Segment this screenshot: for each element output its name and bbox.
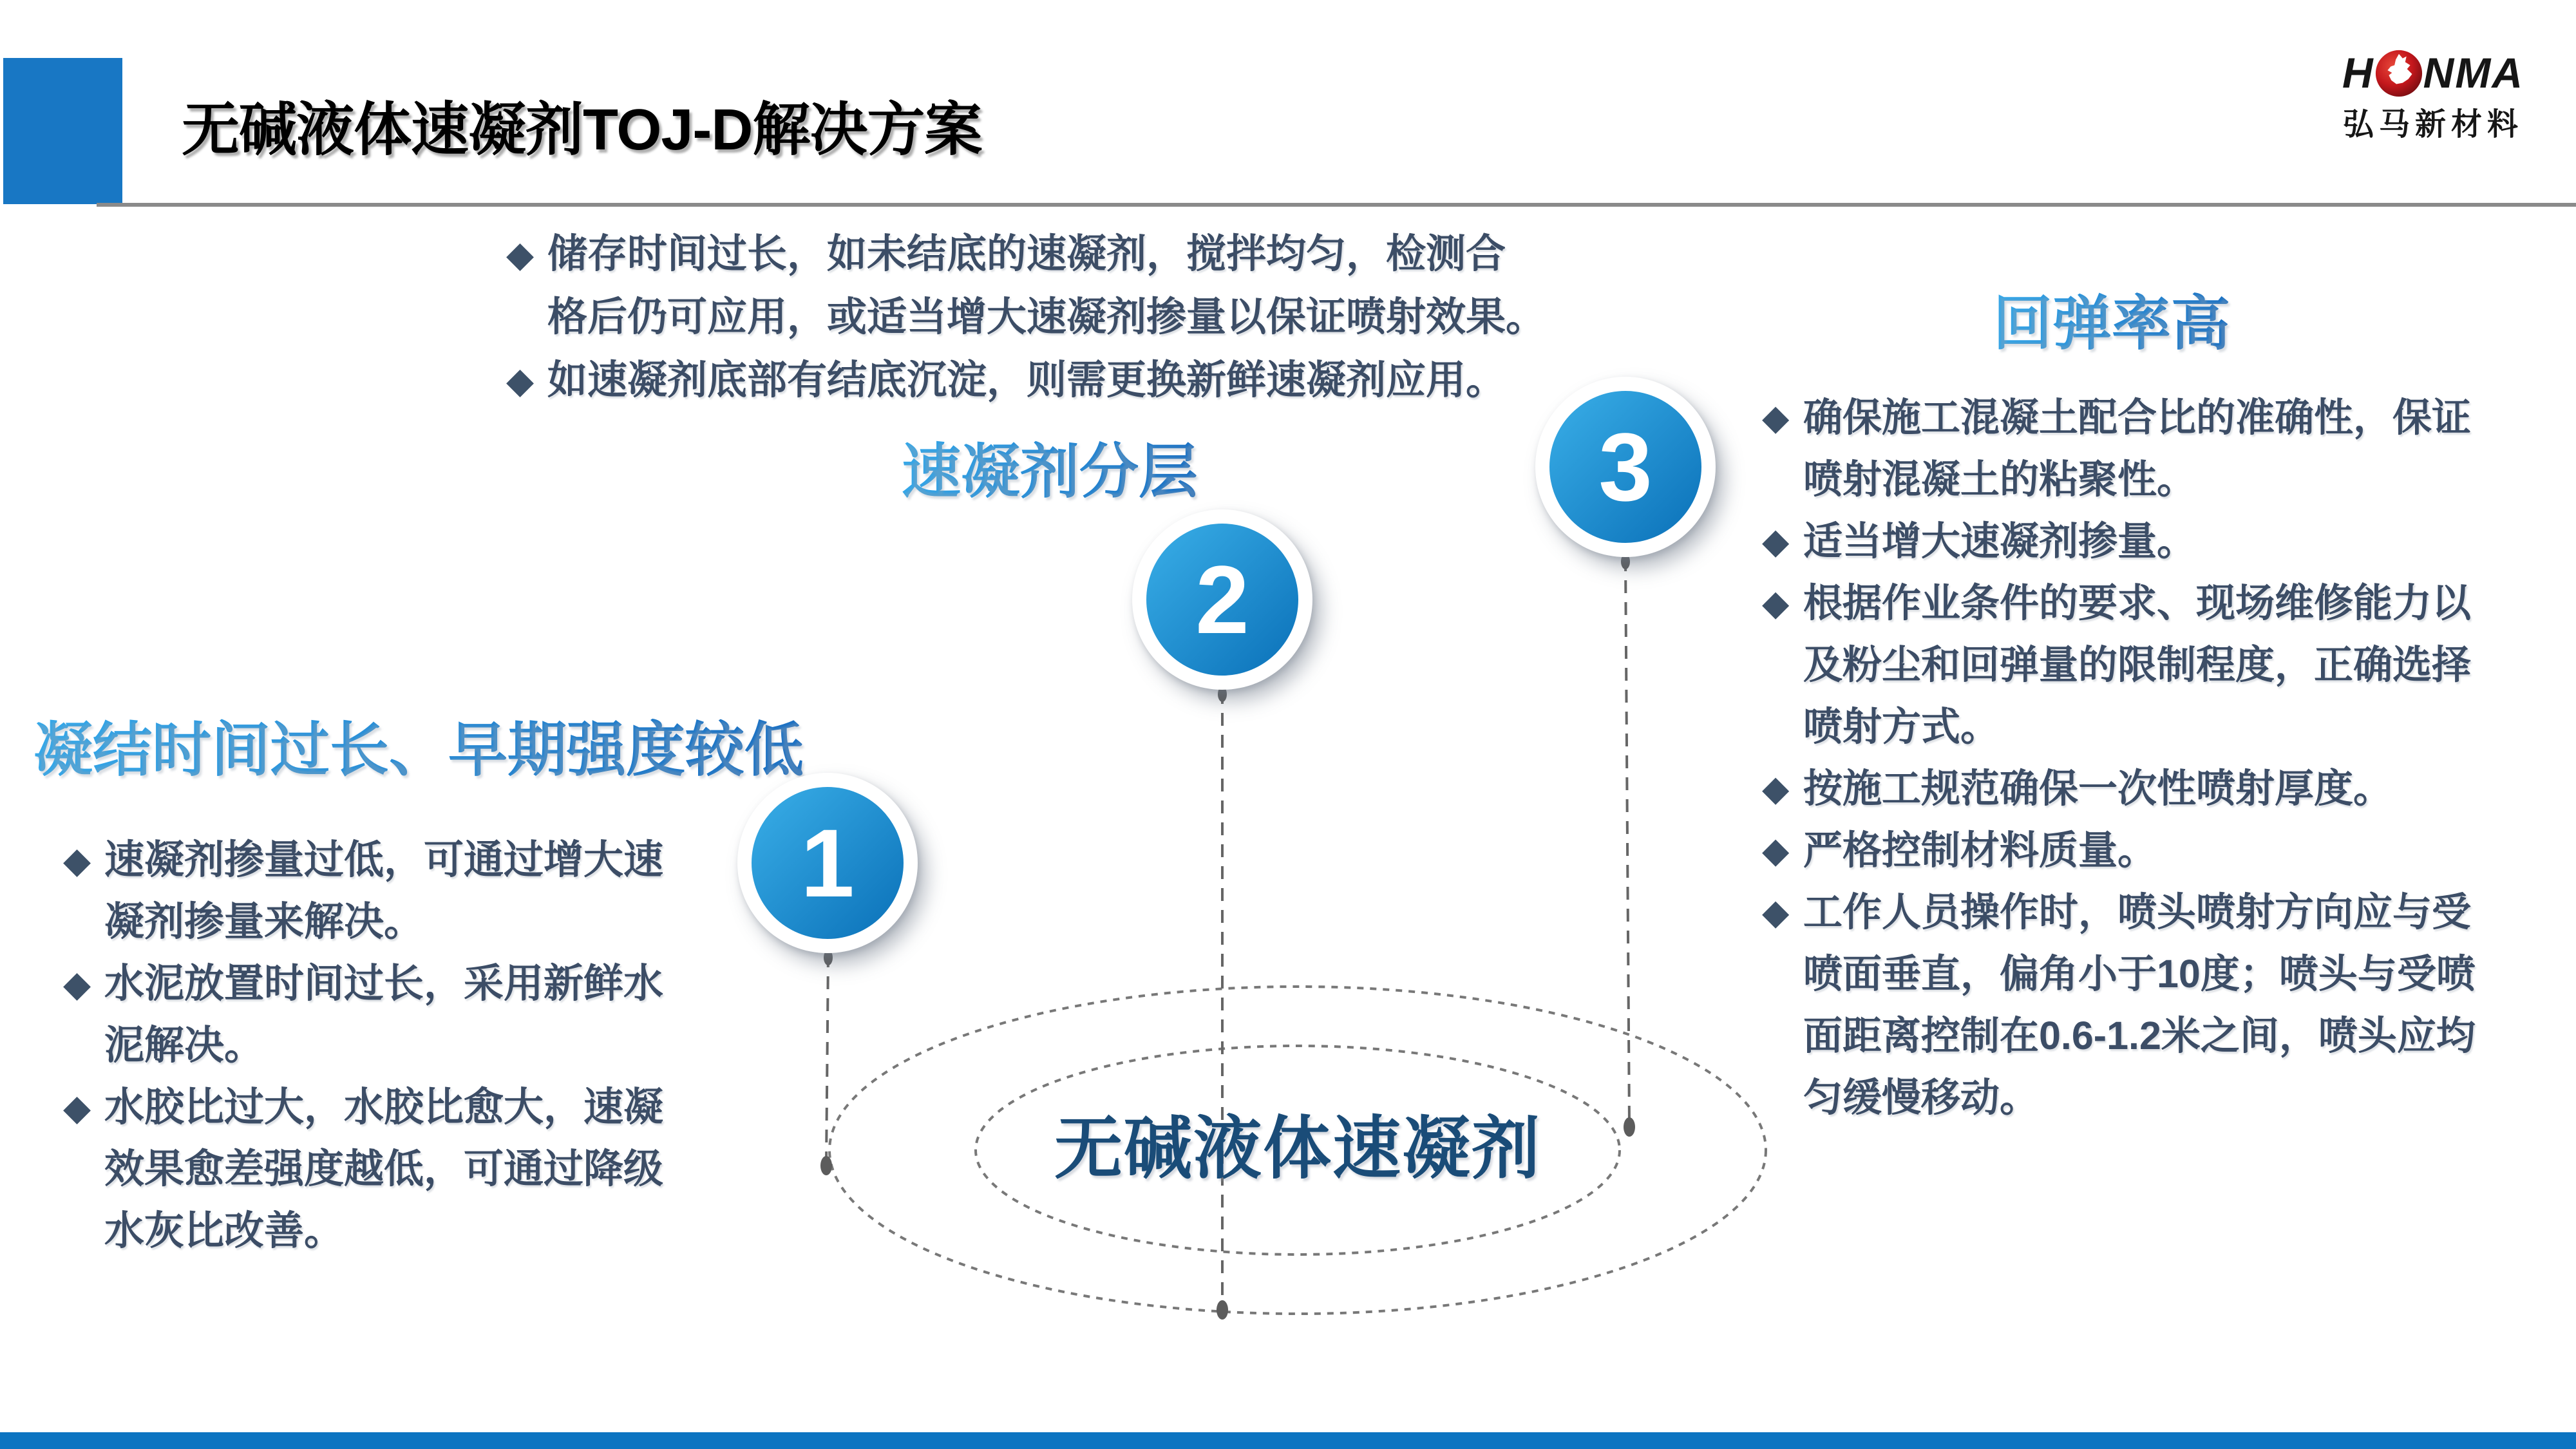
page-title: 无碱液体速凝剂TOJ-D解决方案 [182,98,982,162]
bullet-line: 严格控制材料质量。 [1803,828,2157,872]
diamond-bullet-icon: ◆ [1762,768,1790,808]
bullet-item [1762,572,2476,757]
bullet-item [1762,510,2476,572]
connector-end-dot-1 [820,1156,832,1175]
diamond-bullet-icon: ◆ [506,234,535,274]
step-circle-3-ball [1549,391,1701,543]
bullet-line: 工作人员操作时，喷头喷射方向应与受 [1803,890,2472,934]
diamond-bullet-icon: ◆ [1762,521,1790,561]
step-circle-1 [737,773,918,953]
step-circle-1-ball [752,787,904,939]
diamond-bullet-icon: ◆ [63,1087,91,1128]
bullet-item [63,953,663,1077]
bullet-line: 如速凝剂底部有结底沉淀，则需更换新鲜速凝剂应用。 [547,358,1506,402]
bullet-line: 储存时间过长，如未结底的速凝剂，搅拌均匀，检测合 [547,232,1506,276]
section-3-bullets [1762,386,2476,1128]
bullet-item [63,1077,663,1262]
storage-note-bullets [506,223,1546,412]
bullet-line: 喷射混凝土的粘聚性。 [1803,457,2197,501]
bullet-line: 格后仍可应用，或适当增大速凝剂掺量以保证喷射效果。 [547,295,1546,339]
step-circle-2-ball [1146,524,1298,676]
footer-bar [0,1432,2576,1449]
bullet-item [506,349,1546,412]
step-number-1: 1 [800,809,855,917]
bullet-item [63,829,663,953]
bullet-item [1762,757,2476,819]
bullet-line: 匀缓慢移动。 [1803,1075,2040,1119]
bullet-line: 喷射方式。 [1803,705,2000,748]
step-circle-2 [1132,509,1312,690]
section-1-title: 凝结时间过长、早期强度较低 [33,715,804,786]
logo-subtitle: 弘马新材料 [2342,108,2523,142]
diamond-bullet-icon: ◆ [63,840,91,880]
bullet-line: 水泥放置时间过长，采用新鲜水 [104,961,664,1006]
connector-end-dot-3 [1624,1117,1635,1137]
diamond-bullet-icon: ◆ [63,963,91,1004]
bullet-line: 效果愈差强度越低，可通过降级 [104,1147,664,1191]
connector-line-3 [1625,558,1629,1124]
diamond-bullet-icon: ◆ [1762,830,1790,870]
diamond-bullet-icon: ◆ [1762,397,1790,437]
bullet-line: 喷面垂直，偏角小于10度；喷头与受喷 [1803,952,2476,996]
bullet-item [506,223,1546,349]
center-label: 无碱液体速凝剂 [1054,1111,1541,1187]
bullet-line: 适当增大速凝剂掺量。 [1803,519,2197,563]
bullet-line: 及粉尘和回弹量的限制程度，正确选择 [1803,643,2472,687]
step-number-3: 3 [1598,413,1653,521]
section-1-bullets [63,829,663,1262]
diamond-bullet-icon: ◆ [1762,892,1790,932]
step-circle-3 [1535,377,1716,557]
step-number-2: 2 [1195,545,1249,654]
diamond-bullet-icon: ◆ [1762,583,1790,623]
section-3-title: 回弹率高 [1993,289,2230,359]
bullet-line: 速凝剂掺量过低，可通过增大速 [104,838,664,882]
bullet-line: 水胶比过大，水胶比愈大，速凝 [104,1085,664,1130]
bullet-line: 凝剂掺量来解决。 [104,900,424,944]
bullet-line: 确保施工混凝土配合比的准确性，保证 [1803,395,2472,439]
logo-text-nma: NMA [2423,49,2524,97]
bullet-line: 水灰比改善。 [104,1209,345,1253]
bullet-line: 按施工规范确保一次性喷射厚度。 [1803,766,2393,810]
bullet-line: 根据作业条件的要求、现场维修能力以 [1803,581,2472,625]
diamond-bullet-icon: ◆ [506,360,535,401]
logo-text-h: H [2342,49,2374,97]
section-2-title: 速凝剂分层 [902,437,1198,507]
bullet-line: 面距离控制在0.6-1.2米之间，喷头应均 [1803,1014,2476,1057]
bullet-item [1762,881,2476,1128]
bullet-item [1762,819,2476,881]
bullet-line: 泥解决。 [104,1023,265,1068]
bullet-item [1762,386,2476,510]
connector-line-1 [826,954,828,1163]
connector-end-dot-2 [1217,1300,1228,1320]
